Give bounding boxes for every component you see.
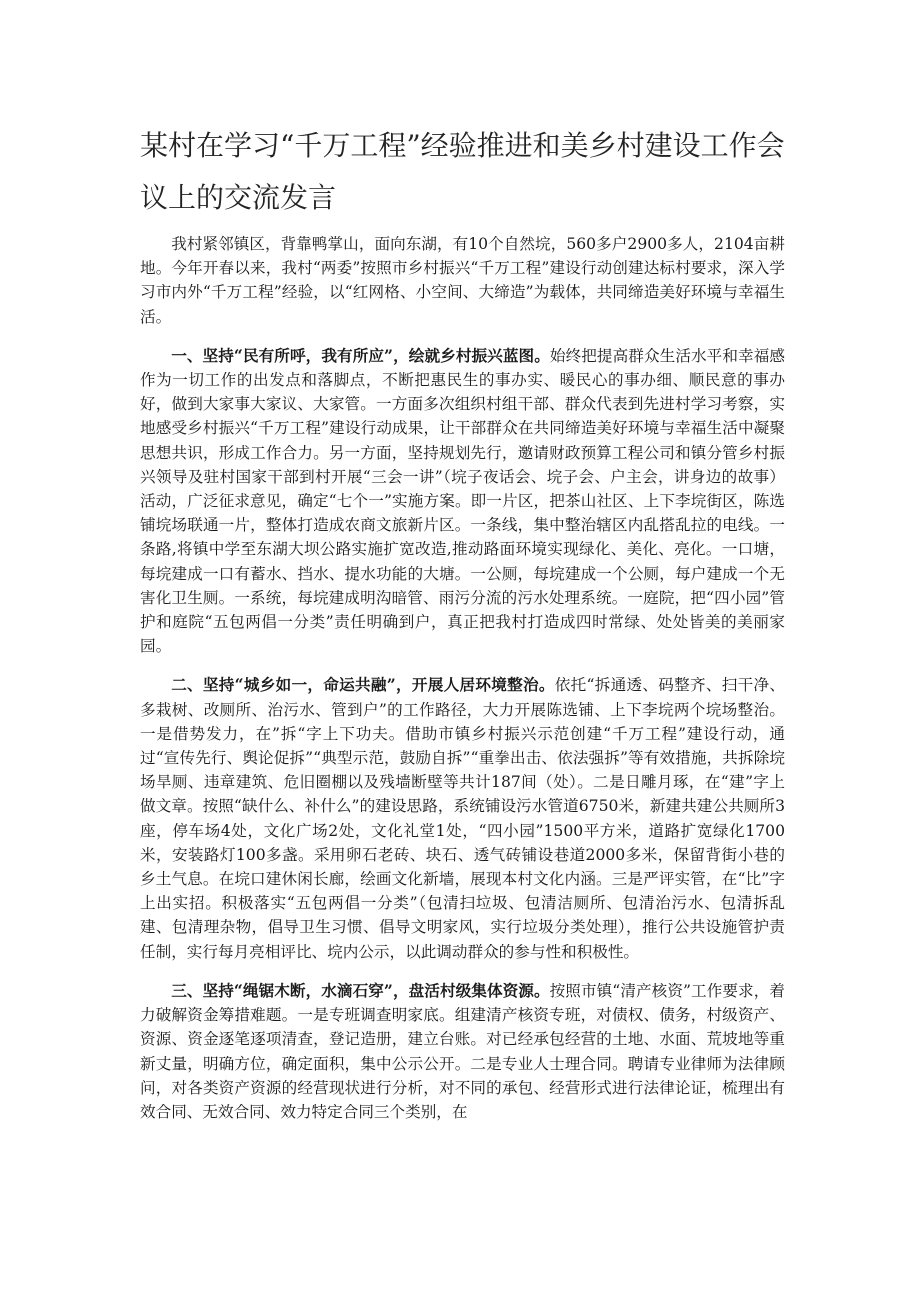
- document-page: [140, 120, 785, 1139]
- intro-paragraph: 我村紧邻镇区，背靠鸭掌山，面向东湖，有10个自然垸，560多户2900多人，2104亩耕地。今年开春以来，我村“两委”按照市乡村振兴“千万工程”建设行动创建达标村要求，深入学习市内外“千万工程”经验，以“红网格、小空间、大缔造”为载体，共同缔造美好环境与幸福生活。: [140, 235, 785, 326]
- section-2-paragraph: [140, 673, 785, 963]
- document-title: 某村在学习“千万工程”经验推进和美乡村建设工作会议上的交流发言: [140, 129, 785, 214]
- section-1-heading: 一、坚持“民有所呼，我有所应”，绘就乡村振兴蓝图。: [171, 345, 550, 365]
- section-2-heading: 二、坚持“城乡如一，命运共融”，开展人居环境整治。: [171, 675, 555, 695]
- section-3-body: 按照市镇“清产核资”工作要求，着力破解资金筹措难题。一是专班调查明家底。组建清产核资专班，对债权、债务，村级资产、资源、资金逐笔逐项清查，登记造册，建立台账。对已经承包经营的土地、水面、荒坡地等重新丈量，明确方位，确定面积，集中公示公开。二是专业人士理合同。聘请专业律师为法律顾问，对各类资产资源的经营现状进行分析，对不同的承包、经营形式进行法律论证，梳理出有效合同、无效合同、效力特定合同三个类别，在: [140, 981, 785, 1121]
- section-1-paragraph: [140, 344, 785, 659]
- section-2-body: 依托“拆通透、码整齐、扫干净、多栽树、改厕所、治污水、管到户”的工作路径，大力开展陈选铺、上下李垸两个垸场整治。一是借势发力，在”拆“字上下功夫。借助市镇乡村振兴示范创建“千万工程”建设行动，通过“宣传先行、舆论促拆”“典型示范，鼓励自拆”“重拳出击、依法强拆”等有效措施，共拆除垸场旱厕、违章建筑、危旧圈棚以及残墙断壁等共计187间（处）。二是日雕月琢，在“建”字上做文章。按照“缺什么、补什么”的建设思路，系统铺设污水管道6750米，新建共建公共厕所3座，停车场4处，文化广场2处，文化礼堂1处，“四小园”1500平方米，道路扩宽绿化1700米，安装路灯100多盏。采用卵石老砖、块石、透气砖铺设巷道2000多米，保留背街小巷的乡土气息。在垸口建休闲长廊，绘画文化新墙，展现本村文化内涵。三是严评实管，在“比”字上出实招。积极落实“五包两倡一分类”（包清扫垃圾、包清洁厕所、包清治污水、包清拆乱建、包清理杂物，倡导卫生习惯、倡导文明家风，实行垃圾分类处理），推行公共设施管护责任制，实行每月亮相评比、垸内公示，以此调动群众的参与性和积极性。: [140, 676, 785, 961]
- section-3-paragraph: [140, 979, 785, 1124]
- section-1-body: 始终把提高群众生活水平和幸福感作为一切工作的出发点和落脚点，不断把惠民生的事办实、暖民心的事办细、顺民意的事办好，做到大家事大家议、大家管。一方面多次组织村组干部、群众代表到先进村学习考察，实地感受乡村振兴“千万工程”建设行动成果，让干部群众在共同缔造美好环境与幸福生活中凝聚思想共识，形成工作合力。另一方面，坚持规划先行，邀请财政预算工程公司和镇分管乡村振兴领导及驻村国家干部到村开展“三会一讲”（垸子夜话会、垸子会、户主会，讲身边的故事）活动，广泛征求意见，确定“七个一”实施方案。即一片区，把茶山社区、上下李垸街区，陈选铺垸场联通一片，整体打造成农商文旅新片区。一条线，集中整治辖区内乱搭乱拉的电线。一条路,将镇中学至东湖大坝公路实施扩宽改造,推动路面环境实现绿化、美化、亮化。一口塘，每垸建成一口有蓄水、挡水、提水功能的大塘。一公厕，每垸建成一个公厕，每户建成一个无害化卫生厕。一系统，每垸建成明沟暗管、雨污分流的污水处理系统。一庭院，把“四小园”管护和庭院“五包两倡一分类”责任明确到户，真正把我村打造成四时常绿、处处皆美的美丽家园。: [140, 346, 785, 656]
- section-3-heading: 三、坚持“绳锯木断，水滴石穿”，盘活村级集体资源。: [171, 980, 550, 1000]
